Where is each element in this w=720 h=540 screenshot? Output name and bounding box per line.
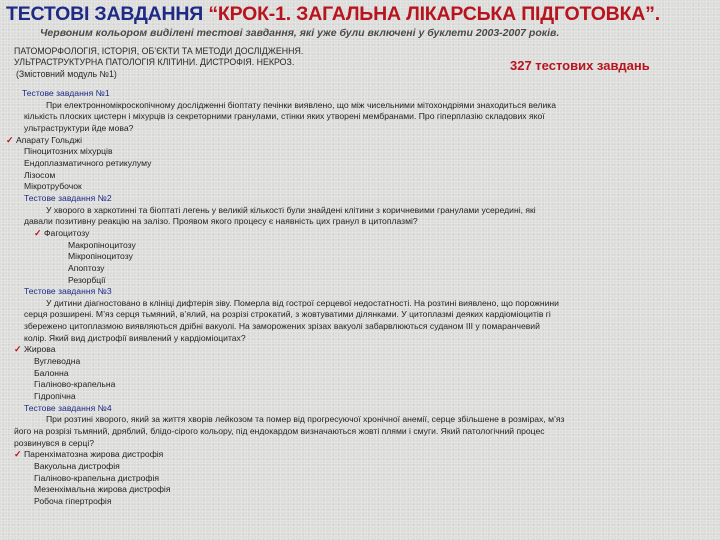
- main-title-part1: ТЕСТОВІ ЗАВДАННЯ: [6, 3, 209, 25]
- text-line: [6, 321, 706, 333]
- text-line: [6, 146, 706, 158]
- correct-answer: [6, 228, 706, 240]
- text-line: [6, 181, 706, 193]
- line-text: колір. Який вид дистрофії виявлений у кардіоміоцитах?: [24, 332, 246, 343]
- checkmark-icon: ✓: [6, 134, 14, 145]
- topic-block: [14, 46, 444, 80]
- line-text: його на розрізі тьмяний, дряблий, блідо-сірого кольору, під ендокардом визначаються жовті плями і смуги. Який патологічний процес: [14, 426, 545, 437]
- checkmark-icon: ✓: [14, 344, 22, 355]
- text-line: [6, 205, 706, 217]
- test-heading: [6, 286, 706, 298]
- text-line: [6, 473, 706, 485]
- line-text: серця розширені. М’яз серця тьмяний, в’ялий, на розрізі строкатий, з жовтуватими ділянками. У цитоплазмі деяких кардіоміоцитів гі: [24, 309, 551, 320]
- text-line: [6, 111, 706, 123]
- text-line: [6, 484, 706, 496]
- text-line: [6, 240, 706, 252]
- text-line: [6, 216, 706, 228]
- line-text: Мезенхімальна жирова дистрофія: [34, 484, 171, 495]
- line-text: Мiкротрубочок: [24, 181, 82, 192]
- line-text: Тестове завдання №3: [24, 286, 112, 297]
- line-text: Гіаліново-крапельна: [34, 379, 116, 390]
- checkmark-icon: ✓: [14, 449, 22, 460]
- line-text: Гідропічна: [34, 391, 76, 402]
- line-text: При електронномікроскопічному дослідженні біоптату печінки виявлено, що між чисельними мітохондріями знаходиться велика: [46, 99, 556, 110]
- line-text: Робоча гіпертрофія: [34, 495, 112, 506]
- tests-count: 327 тестових завдань: [510, 58, 650, 73]
- checkmark-icon: ✓: [34, 227, 42, 238]
- text-line: [6, 426, 706, 438]
- line-text: ультраструктури йде мова?: [24, 122, 134, 133]
- line-text: Апоптозу: [68, 262, 105, 273]
- text-line: [6, 496, 706, 508]
- topic-line-1: ПАТОМОРФОЛОГІЯ, ІСТОРІЯ, ОБ’ЄКТИ ТА МЕТОДИ ДОСЛІДЖЕННЯ.: [14, 46, 304, 56]
- text-line: [6, 309, 706, 321]
- tests-list: [6, 88, 706, 508]
- topic-module: (Змістовний модуль №1): [16, 68, 117, 79]
- correct-answer: [6, 344, 706, 356]
- line-text: Тестове завдання №2: [24, 192, 112, 203]
- text-line: [6, 123, 706, 135]
- main-title-part2: “КРОК-1. ЗАГАЛЬНА ЛІКАРСЬКА ПІДГОТОВКА”.: [208, 3, 660, 25]
- line-text: Резорбції: [68, 274, 106, 285]
- line-text: У хворого в харкотинні та біоптаті легень у великій кількості були знайдені клітини з коричневими гранулами усередині, які: [46, 204, 536, 215]
- line-text: Гіаліново-крапельна дистрофія: [34, 472, 160, 483]
- text-line: [6, 414, 706, 426]
- text-line: [6, 158, 706, 170]
- text-line: [6, 170, 706, 182]
- text-line: [6, 298, 706, 310]
- topic-line-2: УЛЬТРАСТРУКТУРНА ПАТОЛОГІЯ КЛІТИНИ. ДИСТРОФІЯ. НЕКРОЗ.: [14, 57, 295, 68]
- line-text: Тестове завдання №1: [22, 88, 110, 98]
- text-line: [6, 379, 706, 391]
- text-line: [6, 368, 706, 380]
- test-heading: [6, 88, 706, 100]
- correct-answer: [6, 449, 706, 461]
- correct-answer: [6, 135, 706, 147]
- line-text: кількість плоских цистерн і міхурців із секреторними гранулами, стінки яких утворені мембранами. Про гіперплазію складових якої: [24, 111, 545, 122]
- line-text: Лiзосом: [24, 169, 56, 180]
- text-line: [6, 263, 706, 275]
- line-text: Жирова: [24, 344, 56, 355]
- main-title: [6, 3, 714, 26]
- subtitle-note: Червоним кольором виділені тестові завдання, які уже були включені у буклети 2003-2007 років.: [40, 27, 560, 39]
- line-text: Макропiноцитозу: [68, 239, 136, 250]
- line-text: Тестове завдання №4: [24, 402, 112, 413]
- line-text: давали позитивну реакцію на залізо. Проявом якого процесу є наявність цих гранул в цитоплазмі?: [24, 216, 418, 227]
- line-text: збережено цитоплазмою виявляються дрібні вакуолі. На заморожених зрізах вакуолі забарвлюються суданом III у помаранчевий: [24, 321, 540, 332]
- test-heading: [6, 193, 706, 205]
- line-text: При розтині хворого, який за життя хворів лейкозом та помер від прогресуючої хронічної анемії, серце збільшене в розмірах, м’яз: [46, 414, 565, 425]
- text-line: [6, 461, 706, 473]
- text-line: [6, 251, 706, 263]
- line-text: Фагоцитозу: [44, 227, 90, 238]
- text-line: [6, 275, 706, 287]
- line-text: Балонна: [34, 367, 69, 378]
- line-text: Пiноцитозних мiхурцiв: [24, 146, 113, 157]
- line-text: Вакуольна дистрофія: [34, 461, 120, 471]
- line-text: Мiкропiноцитозу: [68, 251, 133, 262]
- text-line: [6, 333, 706, 345]
- line-text: Паренхіматозна жирова дистрофія: [24, 449, 164, 460]
- test-heading: [6, 403, 706, 415]
- line-text: У дитини діагностовано в клініці дифтерія зіву. Померла від гострої серцевої недостатності. На розтині виявлено, що порожнини: [46, 297, 559, 308]
- line-text: Ендоплазматичного ретикулуму: [24, 157, 152, 168]
- text-line: [6, 391, 706, 403]
- text-line: [6, 100, 706, 112]
- line-text: розвинувся в серці?: [14, 437, 95, 448]
- text-line: [6, 356, 706, 368]
- text-line: [6, 438, 706, 450]
- line-text: Апарату Гольджі: [16, 134, 83, 145]
- line-text: Вуглеводна: [34, 356, 81, 367]
